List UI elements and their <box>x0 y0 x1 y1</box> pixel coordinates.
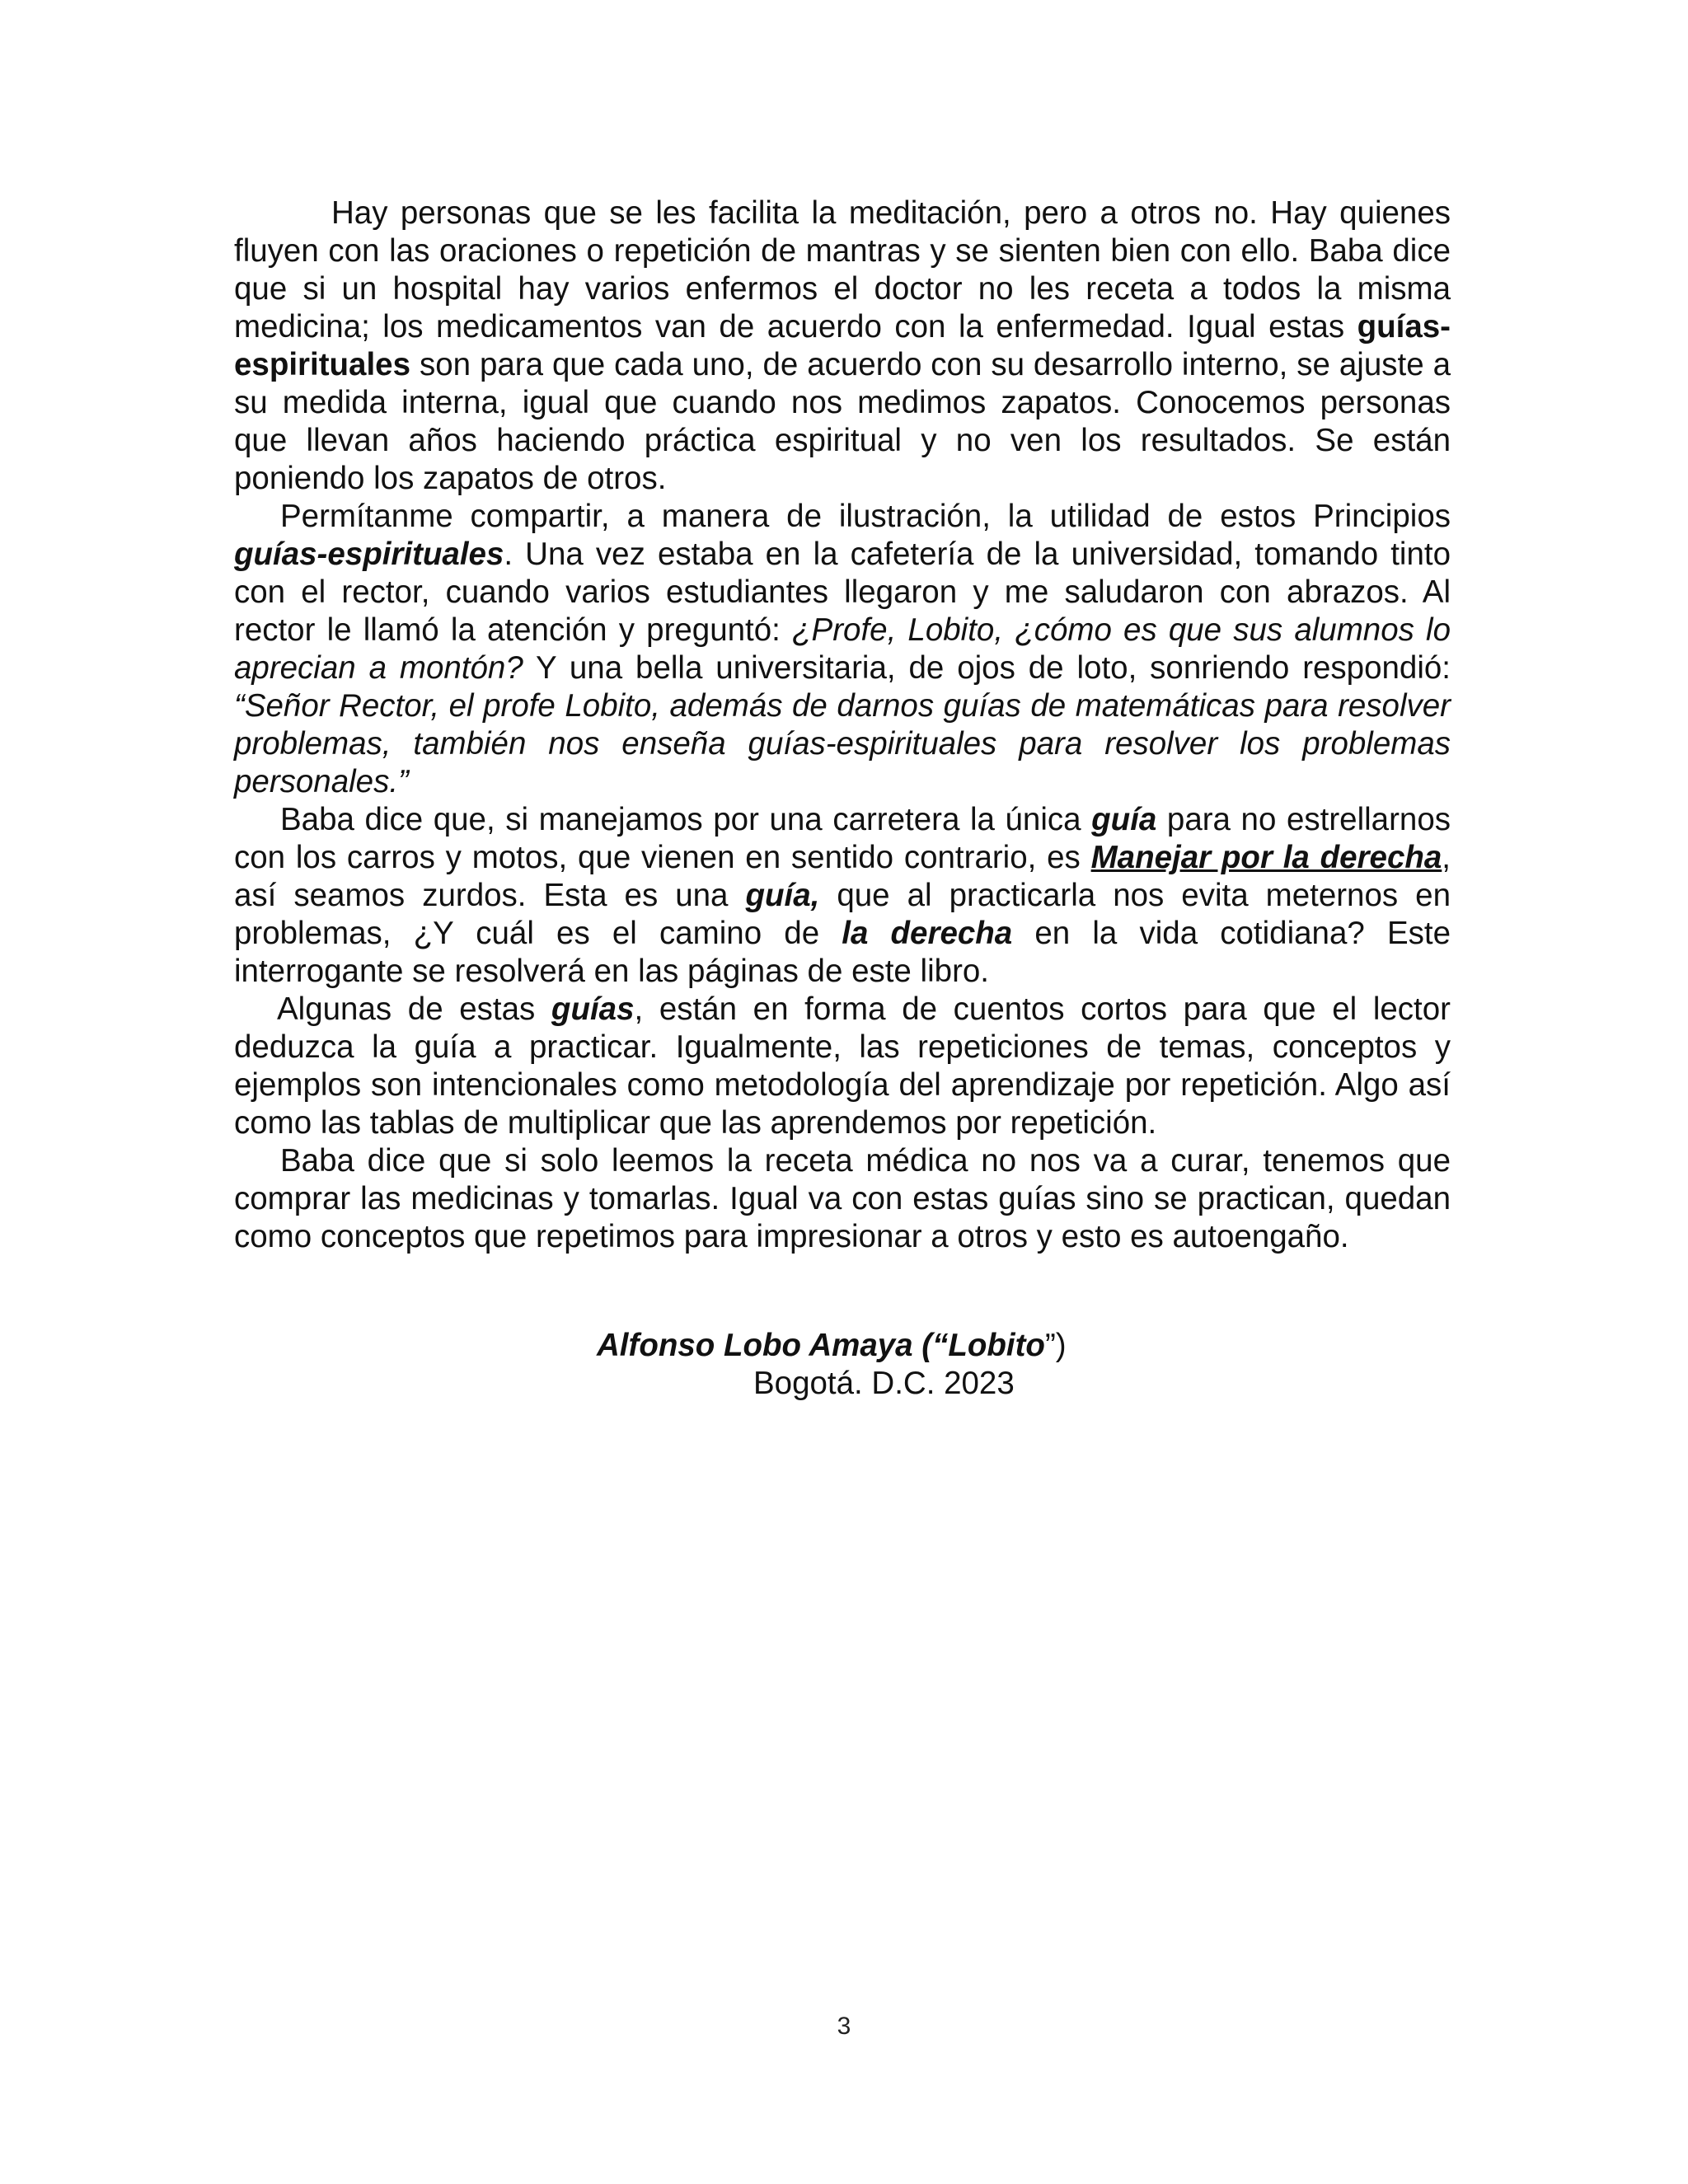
text-run: Y una bella universitaria, de ojos de loto, sonriendo respondió: <box>523 650 1451 686</box>
text-run: Permítanme compartir, a manera de ilustración, la utilidad de estos Principios <box>280 499 1451 534</box>
paragraph-5 <box>234 1142 1451 1256</box>
paragraph-4 <box>234 991 1451 1142</box>
italic-quote: ¿Profe, Lobito, ¿cómo es que sus alumnos lo aprecian a montón? <box>234 612 1451 686</box>
bold-italic-term: guías-espirituales <box>234 537 504 572</box>
text-run: para no estrellarnos con los carros y motos, que vienen en sentido contrario, es <box>234 802 1451 875</box>
paragraph-2 <box>234 498 1451 801</box>
bold-italic-term: guía, <box>745 878 820 913</box>
text-run: Algunas de estas <box>277 991 551 1027</box>
paragraph-1 <box>234 194 1451 498</box>
author-name <box>597 1327 1174 1365</box>
underlined-term: Manejar por la derecha <box>1090 840 1442 875</box>
text-run: Hay personas que se les facilita la meditación, pero a otros no. Hay quienes fluyen con las oraciones o repetición de mantras y se sienten bien con ello. Baba dice que si un hospital hay varios enfermos el doctor no les receta a todos la misma medicina; los medicamentos van de acuerdo con la enfermedad. Igual estas <box>234 195 1451 344</box>
bold-italic-term: guías <box>551 991 635 1027</box>
text-run: en la vida cotidiana? Este interrogante se resolverá en las páginas de este libro. <box>234 916 1451 989</box>
page-number: 3 <box>837 2013 851 2040</box>
text-run: que al practicarla nos evita meternos en problemas, ¿Y cuál es el camino de <box>234 878 1451 951</box>
author-name-text: Alfonso Lobo Amaya (“Lobito <box>597 1328 1045 1363</box>
signature-block <box>597 1327 1174 1403</box>
text-run: son para que cada uno, de acuerdo con su desarrollo interno, se ajuste a su medida interna, igual que cuando nos medimos zapatos. Conocemos personas que llevan años haciendo práctica espiritual y no ven los resultados. Se están poniendo los zapatos de otros. <box>234 347 1451 496</box>
bold-italic-term: guía <box>1091 802 1157 837</box>
text-run: , así seamos zurdos. Esta es una <box>234 840 1451 913</box>
body-text <box>234 194 1451 1256</box>
text-run: . Una vez estaba en la cafetería de la universidad, tomando tinto con el rector, cuando varios estudiantes llegaron y me saludaron con abrazos. Al rector le llamó la atención y preguntó: <box>234 537 1451 648</box>
text-run: Baba dice que, si manejamos por una carretera la única <box>280 802 1092 837</box>
place-date: Bogotá. D.C. 2023 <box>753 1366 1015 1401</box>
text-run: Baba dice que si solo leemos la receta médica no nos va a curar, tenemos que comprar las medicinas y tomarlas. Igual va con estas guías sino se practican, quedan como conceptos que repetimos para impresionar a otros y esto es autoengaño. <box>234 1143 1451 1254</box>
paragraph-3 <box>234 801 1451 991</box>
bold-italic-term: la derecha <box>842 916 1013 951</box>
bold-term: guías-espirituales <box>234 309 1451 382</box>
text-run: , están en forma de cuentos cortos para que el lector deduzca la guía a practicar. Igualmente, las repeticiones de temas, conceptos y ejemplos son intencionales como metodología del aprendizaje por repetición. Algo así como las tablas de multiplicar que las aprendemos por repetición. <box>234 991 1451 1141</box>
italic-quote: “Señor Rector, el profe Lobito, además de darnos guías de matemáticas para resolver problemas, también nos enseña guías-espirituales para resolver los problemas personales.” <box>234 688 1451 799</box>
author-name-end: ”) <box>1044 1328 1067 1363</box>
